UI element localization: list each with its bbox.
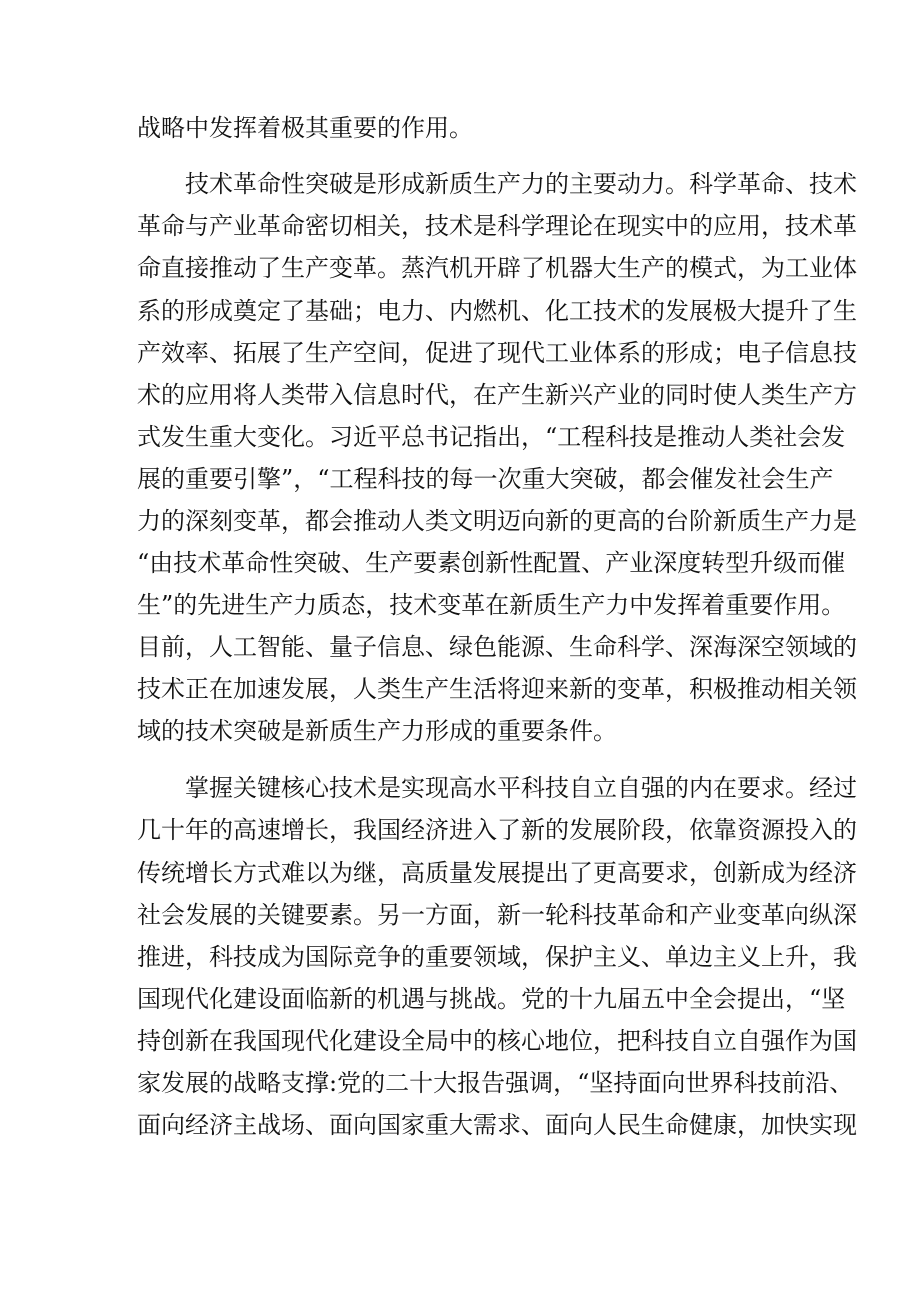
paragraph-2-line-1: 几十年的高速增长，我国经济进入了新的发展阶段，依靠资源投入的	[137, 816, 857, 844]
paragraph-1-line-1: 革命与产业革命密切相关，技术是科学理论在现实中的应用，技术革	[137, 212, 857, 240]
paragraph-1-line-6: 式发生重大变化。习近平总书记指出，“工程科技是推动人类社会发	[137, 423, 846, 451]
paragraph-1-line-13: 域的技术突破是新质生产力形成的重要条件。	[137, 717, 617, 745]
paragraph-1-line-10: 生”的先进生产力质态，技术变革在新质生产力中发挥着重要作用。	[137, 591, 846, 619]
paragraph-1-line-3: 系的形成奠定了基础；电力、内燃机、化工技术的发展极大提升了生	[137, 297, 857, 325]
paragraph-1-line-11: 目前，人工智能、量子信息、绿色能源、生命科学、深海深空领域的	[137, 633, 857, 661]
paragraph-1-line-0: 技术革命性突破是形成新质生产力的主要动力。科学革命、技术	[185, 170, 857, 198]
paragraph-2-line-7: 家发展的战略支撑:党的二十大报告强调，“坚持面向世界科技前沿、	[137, 1069, 854, 1097]
paragraph-2-line-6: 持创新在我国现代化建设全局中的核心地位，把科技自立自强作为国	[137, 1027, 857, 1055]
paragraph-1-line-5: 术的应用将人类带入信息时代，在产生新兴产业的同时使人类生产方	[137, 381, 857, 409]
paragraph-2-line-3: 社会发展的关键要素。另一方面，新一轮科技革命和产业变革向纵深	[137, 901, 857, 929]
paragraph-2-line-2: 传统增长方式难以为继，高质量发展提出了更高要求，创新成为经济	[137, 859, 857, 887]
paragraph-1-line-2: 命直接推动了生产变革。蒸汽机开辟了机器大生产的模式，为工业体	[137, 254, 857, 282]
paragraph-2-line-5: 国现代化建设面临新的机遇与挑战。党的十九届五中全会提出，“坚	[137, 985, 846, 1013]
paragraph-1-line-7: 展的重要引擎”，“工程科技的每一次重大突破，都会催发社会生产	[137, 465, 834, 493]
paragraph-0-line-0: 战略中发挥着极其重要的作用。	[137, 114, 473, 142]
paragraph-2-line-0: 掌握关键核心技术是实现高水平科技自立自强的内在要求。经过	[185, 774, 857, 802]
paragraph-2-line-4: 推进，科技成为国际竞争的重要领域，保护主义、单边主义上升，我	[137, 943, 857, 971]
paragraph-1-line-12: 技术正在加速发展，人类生产生活将迎来新的变革，积极推动相关领	[137, 675, 857, 703]
paragraph-1-line-9: “由技术革命性突破、生产要素创新性配置、产业深度转型升级而催	[137, 549, 846, 577]
paragraph-2-line-8: 面向经济主战场、面向国家重大需求、面向人民生命健康，加快实现	[137, 1111, 857, 1139]
paragraph-1-line-4: 产效率、拓展了生产空间，促进了现代工业体系的形成；电子信息技	[137, 339, 857, 367]
paragraph-1-line-8: 力的深刻变革，都会推动人类文明迈向新的更高的台阶新质生产力是	[137, 507, 857, 535]
